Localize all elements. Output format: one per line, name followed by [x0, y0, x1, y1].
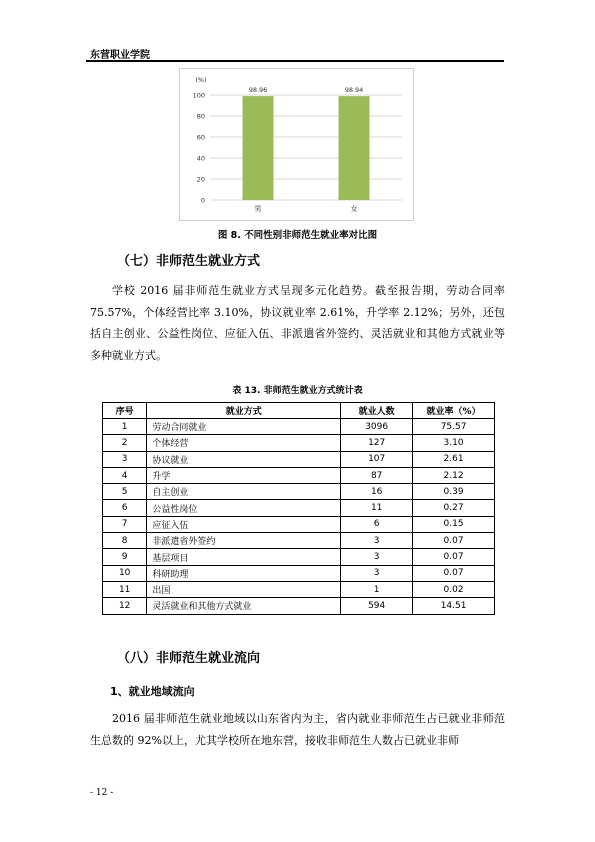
cell-rate: 75.57 [413, 419, 495, 435]
data-label: 98.96 [248, 86, 268, 95]
cell-rate: 3.10 [413, 435, 495, 451]
document-header-school: 东营职业学院 [90, 50, 150, 61]
cell-count: 107 [341, 451, 413, 467]
bar [243, 96, 274, 200]
cell-mode: 自主创业 [147, 484, 341, 500]
y-unit-label: (%) [195, 76, 207, 84]
region-flow-paragraph [90, 708, 505, 751]
cell-count: 3 [341, 565, 413, 581]
cell-index: 5 [103, 484, 147, 500]
x-category-label: 女 [350, 205, 358, 213]
cell-mode: 基层项目 [147, 549, 341, 565]
table-row [103, 500, 495, 516]
figure-caption: 图 8. 不同性别非师范生就业率对比图 [217, 230, 378, 241]
cell-count: 11 [341, 500, 413, 516]
table-row [103, 467, 495, 483]
employment-mode-paragraph [90, 280, 505, 366]
table-header-row [103, 403, 495, 419]
gender-employment-chart [179, 68, 414, 221]
section-heading-employment-flow: （八）非师范生就业流向 [117, 651, 261, 666]
y-tick-label: 80 [196, 112, 205, 121]
table-row [103, 598, 495, 614]
employment-mode-table [102, 402, 495, 615]
cell-index: 1 [103, 419, 147, 435]
cell-index: 10 [103, 565, 147, 581]
cell-count: 127 [341, 435, 413, 451]
col-header-count: 就业人数 [341, 403, 413, 419]
table-row [103, 565, 495, 581]
table-body [103, 419, 495, 615]
cell-mode: 灵活就业和其他方式就业 [147, 598, 341, 614]
cell-mode: 公益性岗位 [147, 500, 341, 516]
page-number: - 12 - [90, 788, 114, 798]
x-category-label: 男 [254, 205, 262, 213]
cell-mode: 出国 [147, 581, 341, 597]
cell-mode: 科研助理 [147, 565, 341, 581]
table-row [103, 435, 495, 451]
cell-count: 3 [341, 533, 413, 549]
table-row [103, 549, 495, 565]
cell-index: 7 [103, 516, 147, 532]
table-row [103, 516, 495, 532]
y-tick-label: 40 [196, 154, 205, 163]
cell-index: 2 [103, 435, 147, 451]
cell-index: 6 [103, 500, 147, 516]
paragraph-text: 学校 2016 届非师范生就业方式呈现多元化趋势。截至报告期，劳动合同率 75.57%，个体经营比率 3.10%，协议就业率 2.61%，升学率 2.12%；另外，还包括自主创业、公益性岗位、应征入伍、非派遣省外签约、灵活就业和其他方式就业等多种就业方式。 [90, 284, 505, 362]
y-tick-label: 60 [196, 133, 205, 142]
cell-count: 6 [341, 516, 413, 532]
table-row [103, 419, 495, 435]
table-row [103, 581, 495, 597]
subheading-region-flow: 1、就业地域流向 [110, 685, 195, 698]
cell-mode: 协议就业 [147, 451, 341, 467]
cell-rate: 0.02 [413, 581, 495, 597]
cell-mode: 应征入伍 [147, 516, 341, 532]
cell-count: 16 [341, 484, 413, 500]
table-row [103, 451, 495, 467]
cell-count: 594 [341, 598, 413, 614]
col-header-index: 序号 [103, 403, 147, 419]
y-tick-label: 20 [196, 175, 205, 184]
table-row [103, 533, 495, 549]
col-header-mode: 就业方式 [147, 403, 341, 419]
y-tick-label: 100 [192, 91, 205, 100]
y-tick-label: 0 [200, 196, 205, 205]
paragraph-text: 2016 届非师范生就业地域以山东省内为主，省内就业非师范生占已就业非师范生总数的 92%以上，尤其学校所在地东营，接收非师范生人数占已就业非师 [90, 712, 505, 747]
bar-chart-svg [180, 69, 413, 220]
cell-rate: 0.07 [413, 549, 495, 565]
cell-index: 11 [103, 581, 147, 597]
cell-rate: 2.12 [413, 467, 495, 483]
cell-index: 8 [103, 533, 147, 549]
cell-rate: 14.51 [413, 598, 495, 614]
cell-count: 3096 [341, 419, 413, 435]
cell-rate: 0.39 [413, 484, 495, 500]
cell-count: 3 [341, 549, 413, 565]
cell-rate: 0.07 [413, 533, 495, 549]
cell-index: 3 [103, 451, 147, 467]
cell-mode: 升学 [147, 467, 341, 483]
col-header-rate: 就业率（%） [413, 403, 495, 419]
data-label: 98.94 [344, 86, 364, 95]
cell-mode: 劳动合同就业 [147, 419, 341, 435]
cell-rate: 0.27 [413, 500, 495, 516]
cell-mode: 非派遣省外签约 [147, 533, 341, 549]
section-heading-employment-mode: （七）非师范生就业方式 [117, 254, 261, 269]
table-caption: 表 13. 非师范生就业方式统计表 [232, 386, 363, 396]
cell-index: 9 [103, 549, 147, 565]
bar [339, 96, 370, 200]
cell-mode: 个体经营 [147, 435, 341, 451]
cell-count: 1 [341, 581, 413, 597]
cell-rate: 0.07 [413, 565, 495, 581]
table-row [103, 484, 495, 500]
cell-index: 4 [103, 467, 147, 483]
cell-rate: 0.15 [413, 516, 495, 532]
cell-index: 12 [103, 598, 147, 614]
cell-count: 87 [341, 467, 413, 483]
header-rule [86, 60, 504, 62]
cell-rate: 2.61 [413, 451, 495, 467]
